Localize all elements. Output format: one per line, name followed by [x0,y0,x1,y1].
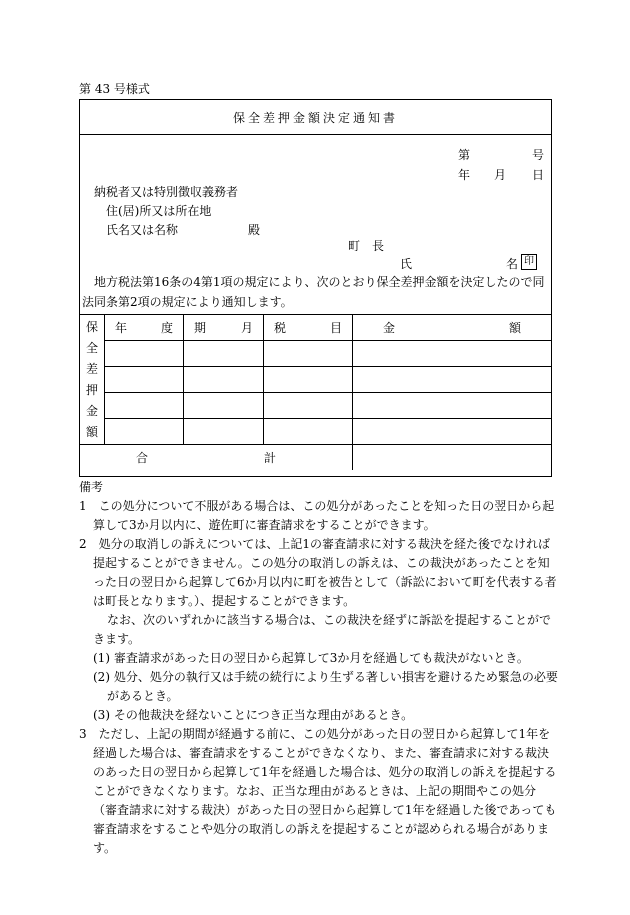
amount-table [80,314,551,470]
date-year: 年 [458,168,471,182]
total-row [80,445,551,471]
body-text: 地方税法第16条の4第1項の規定により、次のとおり保全差押金額を決定したので同法同条第2項の規定により通知します。 [82,275,545,309]
note-2: 2 処分の取消しの訴えについては、上記1の審査請求に対する裁決を経た後でなければ提起することができません。この処分の取消しの訴えは、この裁決があったことを知った日の翌日から起算して6か月以内に町を被告として（訴訟において町を代表する者は町長となります。）、提起することができます。 [79,537,557,608]
date-month: 月 [494,168,507,182]
notes-section [79,478,559,858]
table-row [80,419,551,445]
number-prefix: 第 [458,148,471,162]
address-label: 住(居)所又は所在地 [106,204,212,218]
date-day: 日 [532,168,545,182]
honorific: 殿 [248,223,261,237]
note-1: 1 この処分について不服がある場合は、この処分があったことを知った日の翌日から起算して3か月以内に、遊佐町に審査請求をすることができます。 [79,499,555,532]
note-3: 3 ただし、上記の期間が経過する前に、この処分があった日の翌日から起算して1年を経過した場合は、審査請求をすることができなくなり、また、審査請求に対する裁決のあった日の翌日から起算して1年を経過した場合は、処分の取消しの訴えを提起することができなくなります。なお、正当な理由があるときは、上記の期間やこの処分（審査請求に対する裁決）があった日の翌日から起算して1年を経過した後であっても審査請求をすることや処分の取消しの訴えを提起することが認められる場合があります。 [79,727,557,855]
col-tax-header: 税 目 [264,315,353,341]
note-2-item-3: (3) その他裁決を経ないことにつき正当な理由があるとき。 [93,708,414,722]
sender-name-label-1: 氏 [400,257,413,271]
note-2-item-1: (1) 審査請求があった日の翌日から起算して3か月を経過しても裁決がないとき。 [93,651,529,665]
addressee-label: 納税者又は特別徴収義務者 [94,185,239,199]
total-amount [353,445,552,471]
notes-heading: 備考 [79,480,104,494]
notice-frame [79,99,552,477]
table-row [80,367,551,393]
seal-mark: 印 [521,254,537,270]
side-label: 保 全 差 押 金 額 [80,315,105,445]
total-label: 合 計 [80,445,353,471]
sender-name-label-2: 名 [506,257,519,271]
table-row [80,341,551,367]
col-amount-header: 金 額 [353,315,552,341]
table-row [80,393,551,419]
number-suffix: 号 [532,148,545,162]
table-header-row [80,315,551,341]
note-2-sub: なお、次のいずれかに該当する場合は、この裁決を経ずに訴訟を提起することができます。 [93,613,552,646]
form-number: 第 43 号様式 [79,82,150,96]
sender-title: 町 長 [348,239,385,253]
col-year-header: 年 度 [105,315,184,341]
note-2-item-2: (2) 処分、処分の執行又は手続の続行により生ずる著しい損害を避けるため緊急の必要があるとき。 [93,670,558,703]
col-period-header: 期 月 [184,315,264,341]
name-label: 氏名又は名称 [106,223,179,237]
document-title: 保全差押金額決定通知書 [80,100,551,135]
